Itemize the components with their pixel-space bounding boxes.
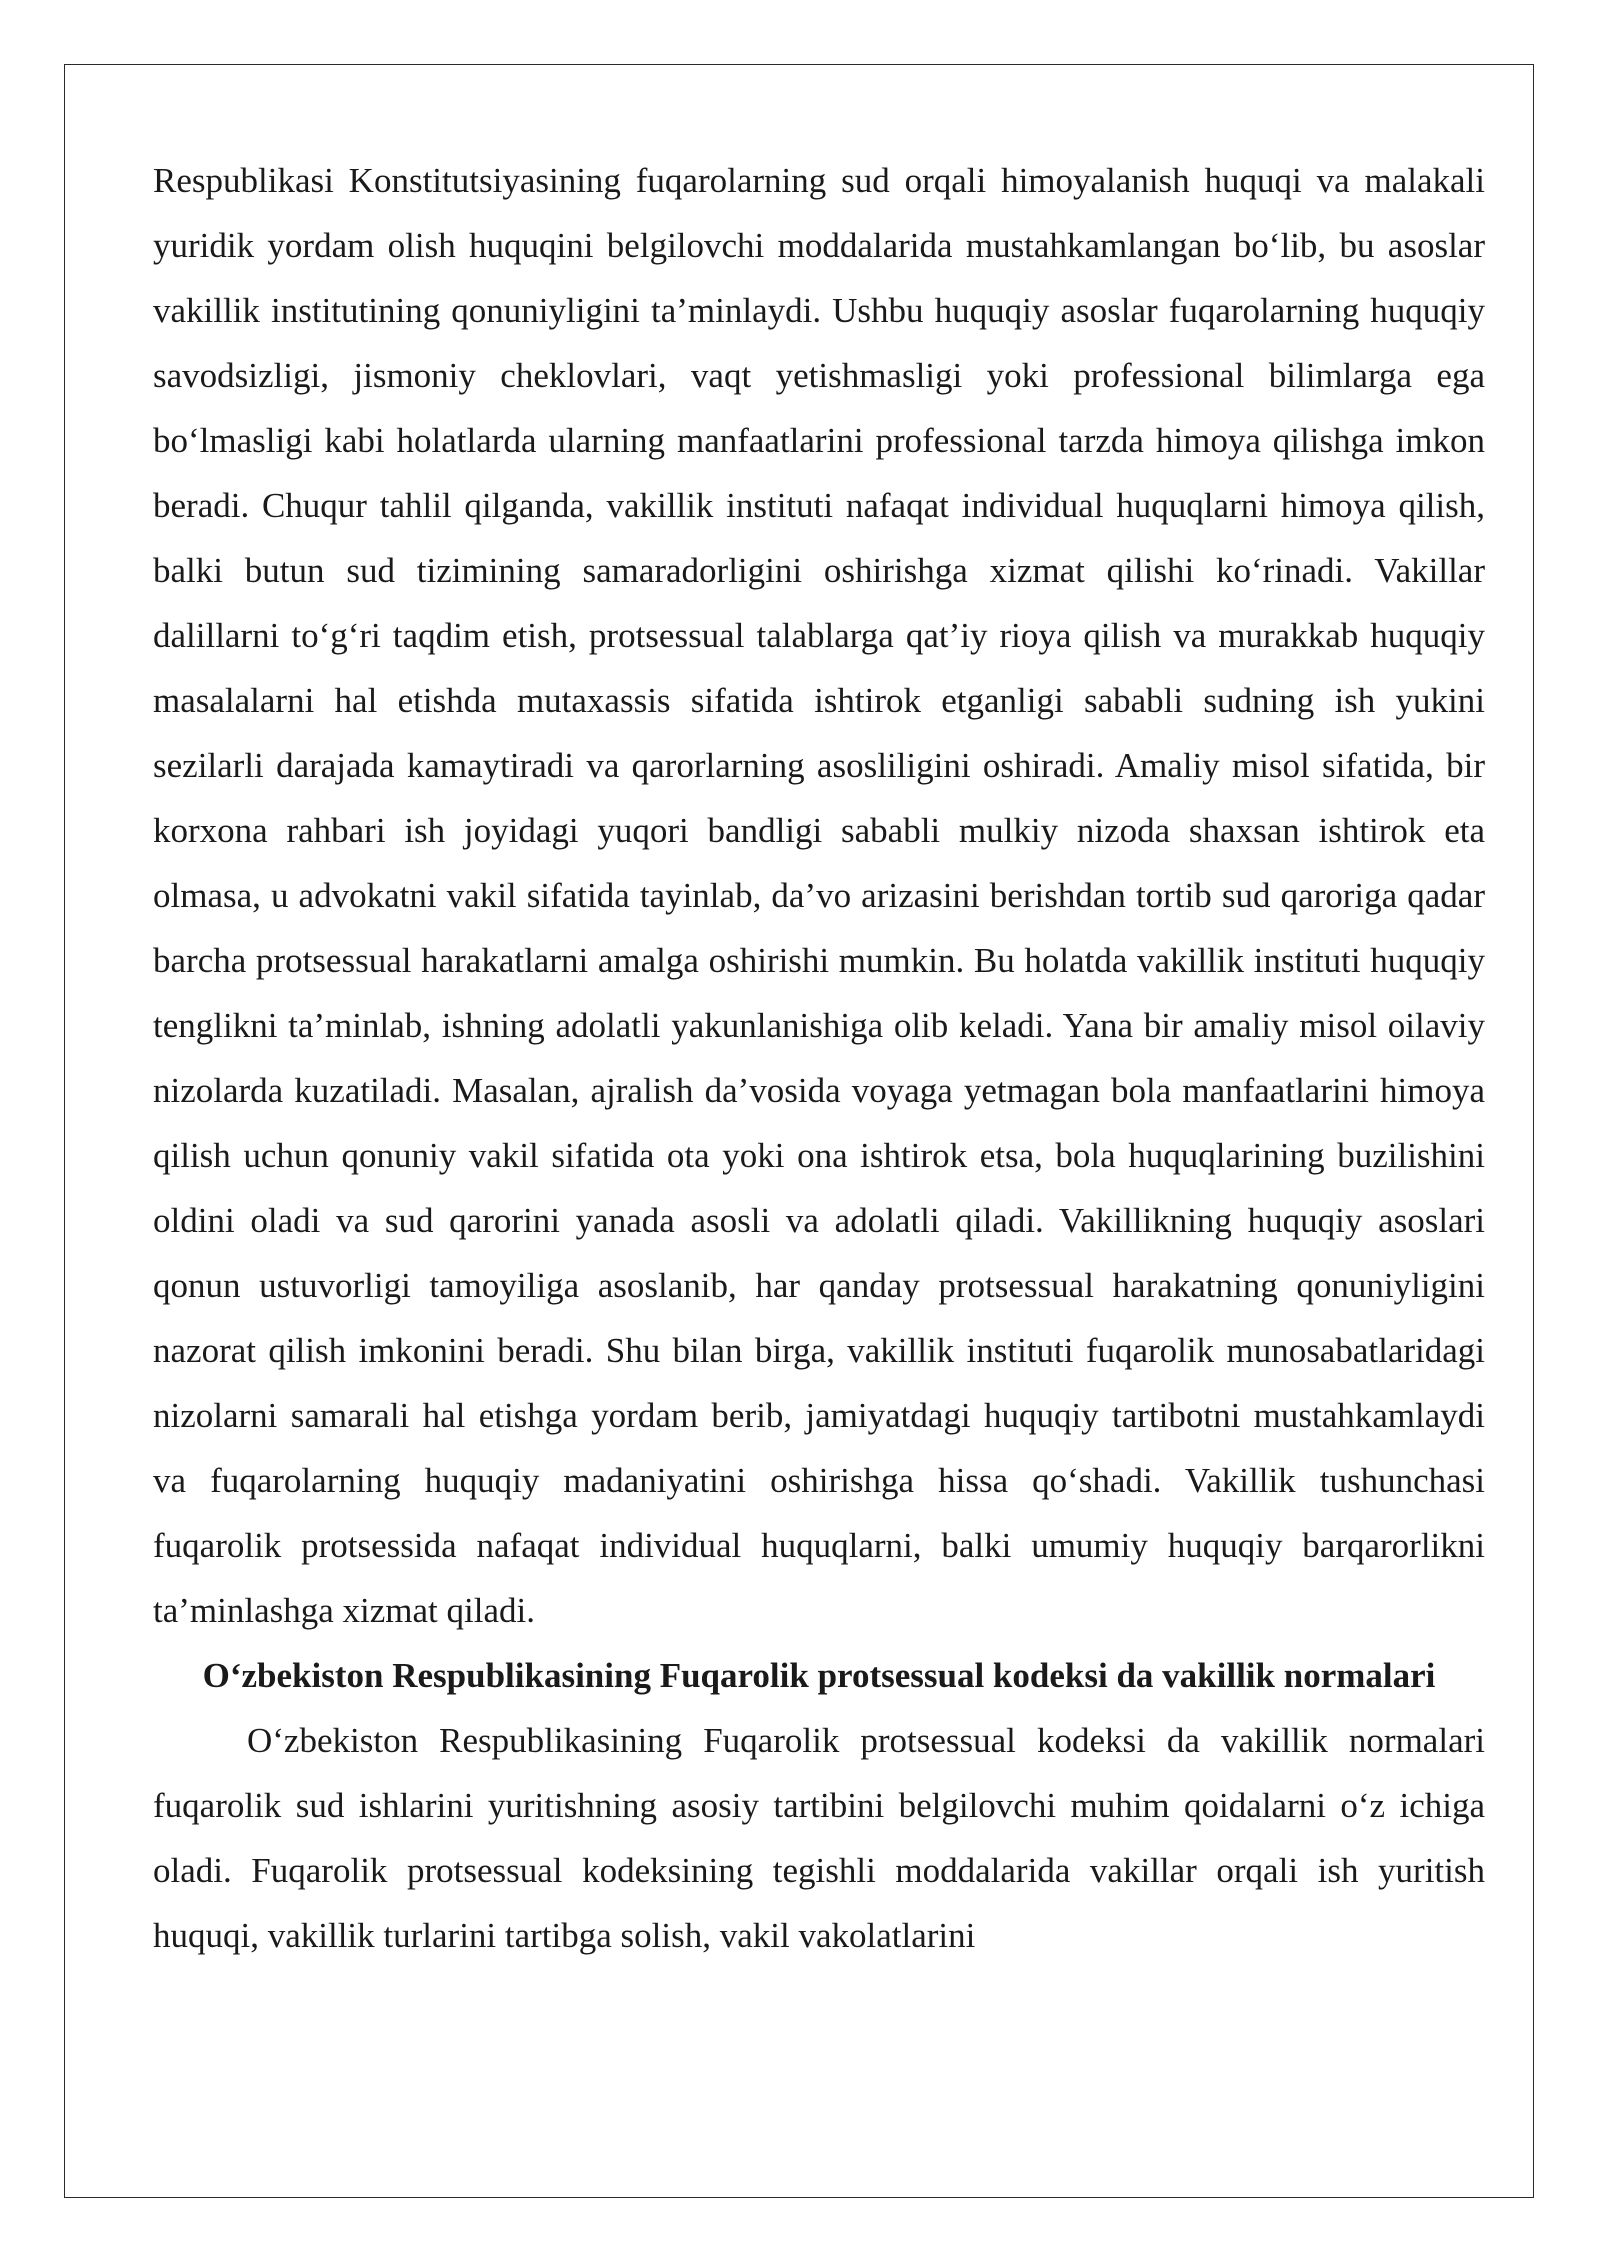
body-paragraph: O‘zbekiston Respublikasining Fuqarolik protsessual kodeksi da vakillik normalari fuqarolik sud ishlarini yuritishning asosiy tartibini belgilovchi muhim qoidalarni o‘z ichiga oladi. Fuqarolik protsessual kodeksining tegishli moddalarida vakillar orqali ish yuritish huquqi, vakillik turlarini tartibga solish, vakil vakolatlarini bbox=[153, 1721, 1485, 1955]
section-heading: O‘zbekiston Respublikasining Fuqarolik protsessual kodeksi da vakillik normalari bbox=[202, 1656, 1436, 1695]
body-paragraph: Respublikasi Konstitutsiyasining fuqarolarning sud orqali himoyalanish huquqi va malakali yuridik yordam olish huquqini belgilovchi moddalarida mustahkamlangan bo‘lib, bu asoslar vakillik institutining qonuniyligini ta’minlaydi. Ushbu huquqiy asoslar fuqarolarning huquqiy savodsizligi, jismoniy cheklovlari, vaqt yetishmasligi yoki professional bilimlarga ega bo‘lmasligi kabi holatlarda ularning manfaatlarini professional tarzda himoya qilishga imkon beradi. Chuqur tahlil qilganda, vakillik instituti nafaqat individual huquqlarni himoya qilish, balki butun sud tizimining samaradorligini oshirishga xizmat qilishi ko‘rinadi. Vakillar dalillarni to‘g‘ri taqdim etish, protsessual talablarga qat’iy rioya qilish va murakkab huquqiy masalalarni hal etishda mutaxassis sifatida ishtirok etganligi sababli sudning ish yukini sezilarli darajada kamaytiradi va qarorlarning asosliligini oshiradi. Amaliy misol sifatida, bir korxona rahbari ish joyidagi yuqori bandligi sababli mulkiy nizoda shaxsan ishtirok eta olmasa, u advokatni vakil sifatida tayinlab, da’vo arizasini berishdan tortib sud qaroriga qadar barcha protsessual harakatlarni amalga oshirishi mumkin. Bu holatda vakillik instituti huquqiy tenglikni ta’minlab, ishning adolatli yakunlanishiga olib keladi. Yana bir amaliy misol oilaviy nizolarda kuzatiladi. Masalan, ajralish da’vosida voyaga yetmagan bola manfaatlarini himoya qilish uchun qonuniy vakil sifatida ota yoki ona ishtirok etsa, bola huquqlarining buzilishini oldini oladi va sud qarorini yanada asosli va adolatli qiladi. Vakillikning huquqiy asoslari qonun ustuvorligi tamoyiliga asoslanib, har qanday protsessual harakatning qonuniyligini nazorat qilish imkonini beradi. Shu bilan birga, vakillik instituti fuqarolik munosabatlaridagi nizolarni samarali hal etishga yordam berib, jamiyatdagi huquqiy tartibotni mustahkamlaydi va fuqarolarning huquqiy madaniyatini oshirishga hissa qo‘shadi. Vakillik tushunchasi fuqarolik protsessida nafaqat individual huquqlarni, balki umumiy huquqiy barqarorlikni ta’minlashga xizmat qiladi. bbox=[153, 161, 1485, 1630]
document-body bbox=[153, 148, 1485, 1968]
